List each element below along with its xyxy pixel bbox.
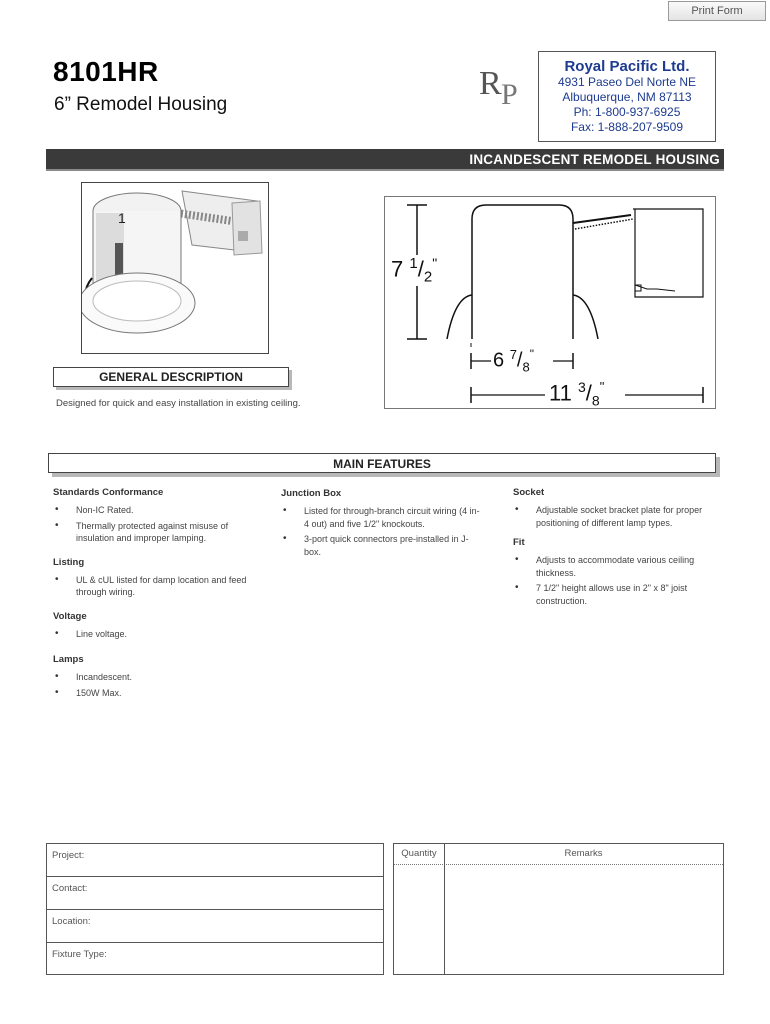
quantity-remarks-table [393,843,724,975]
fit-title: Fit [513,537,525,548]
company-phone: Ph: 1-800-937-6925 [573,105,681,119]
height-dimension-label: 7 $^1/_2^"$ [391,255,438,286]
socket-list [513,504,713,529]
fixture-type-field[interactable]: Fixture Type: [52,949,107,960]
company-contact-box [538,51,716,142]
voltage-list [53,628,263,641]
general-description-heading: GENERAL DESCRIPTION [53,367,289,387]
banner-title: INCANDESCENT REMODEL HOUSING [469,152,720,167]
company-fax: Fax: 1-888-207-9509 [570,120,684,134]
company-address-line1: 4931 Paseo Del Norte NE [557,75,697,89]
overall-width-dimension-label: 11 $^3/_8^"$ [549,379,605,409]
standards-list [53,504,263,545]
junction-box-list [281,505,481,558]
company-name: Royal Pacific Ltd. [564,58,690,75]
contact-field[interactable]: Contact: [47,877,383,910]
svg-text:1: 1 [118,210,126,226]
general-description-text: Designed for quick and easy installation in existing ceiling. [56,398,301,409]
list-item: • Adjusts to accommodate various ceiling thickness. [513,554,713,579]
list-item: • 150W Max. [53,687,263,700]
product-photo [81,182,269,354]
list-item: • Line voltage. [53,628,263,641]
print-form-button[interactable]: Print Form [668,1,766,21]
list-item: • UL & cUL listed for damp location and feed through wiring. [53,574,263,599]
aperture-dimension-label: 6 $^7/_8^"$ [493,347,534,375]
product-subtitle: 6” Remodel Housing [54,94,228,115]
list-item: • Non-IC Rated. [53,504,263,517]
lamps-title: Lamps [53,654,84,665]
remarks-field[interactable] [445,865,723,974]
list-item: • Listed for through-branch circuit wiring (4 in-4 out) and five 1/2" knockouts. [281,505,481,530]
location-field[interactable]: Location: [47,910,383,943]
company-address-line2: Albuquerque, NM 87113 [562,90,692,104]
features-column-1 [53,487,263,711]
standards-title: Standards Conformance [53,487,164,498]
features-column-2 [281,488,481,570]
project-field[interactable]: Project: [47,844,383,877]
list-item: • Incandescent. [53,671,263,684]
list-item: • 3-port quick connectors pre-installed in J-box. [281,533,481,558]
list-item: • 7 1/2" height allows use in 2" x 8" joist construction. [513,582,713,607]
junction-box-title: Junction Box [281,488,342,499]
svg-text:P: P [501,78,518,110]
remarks-header: Remarks [444,844,723,865]
list-item: • Adjustable socket bracket plate for proper positioning of different lamp types. [513,504,713,529]
voltage-title: Voltage [53,610,87,622]
project-info-form [46,843,384,975]
svg-text:R: R [479,65,502,102]
dimension-diagram [384,196,716,409]
list-item: • Thermally protected against misuse of insulation and improper lamping. [53,520,263,545]
fit-list [513,554,713,607]
lamps-list [53,671,263,699]
features-column-3 [513,487,713,619]
quantity-header: Quantity [394,844,445,865]
main-features-heading: MAIN FEATURES [48,453,716,473]
listing-title: Listing [53,556,85,568]
quantity-field[interactable] [394,865,444,974]
royal-pacific-logo [477,60,531,110]
socket-title: Socket [513,487,545,498]
listing-list [53,574,263,599]
model-number: 8101HR [53,56,159,87]
category-banner [46,149,724,171]
